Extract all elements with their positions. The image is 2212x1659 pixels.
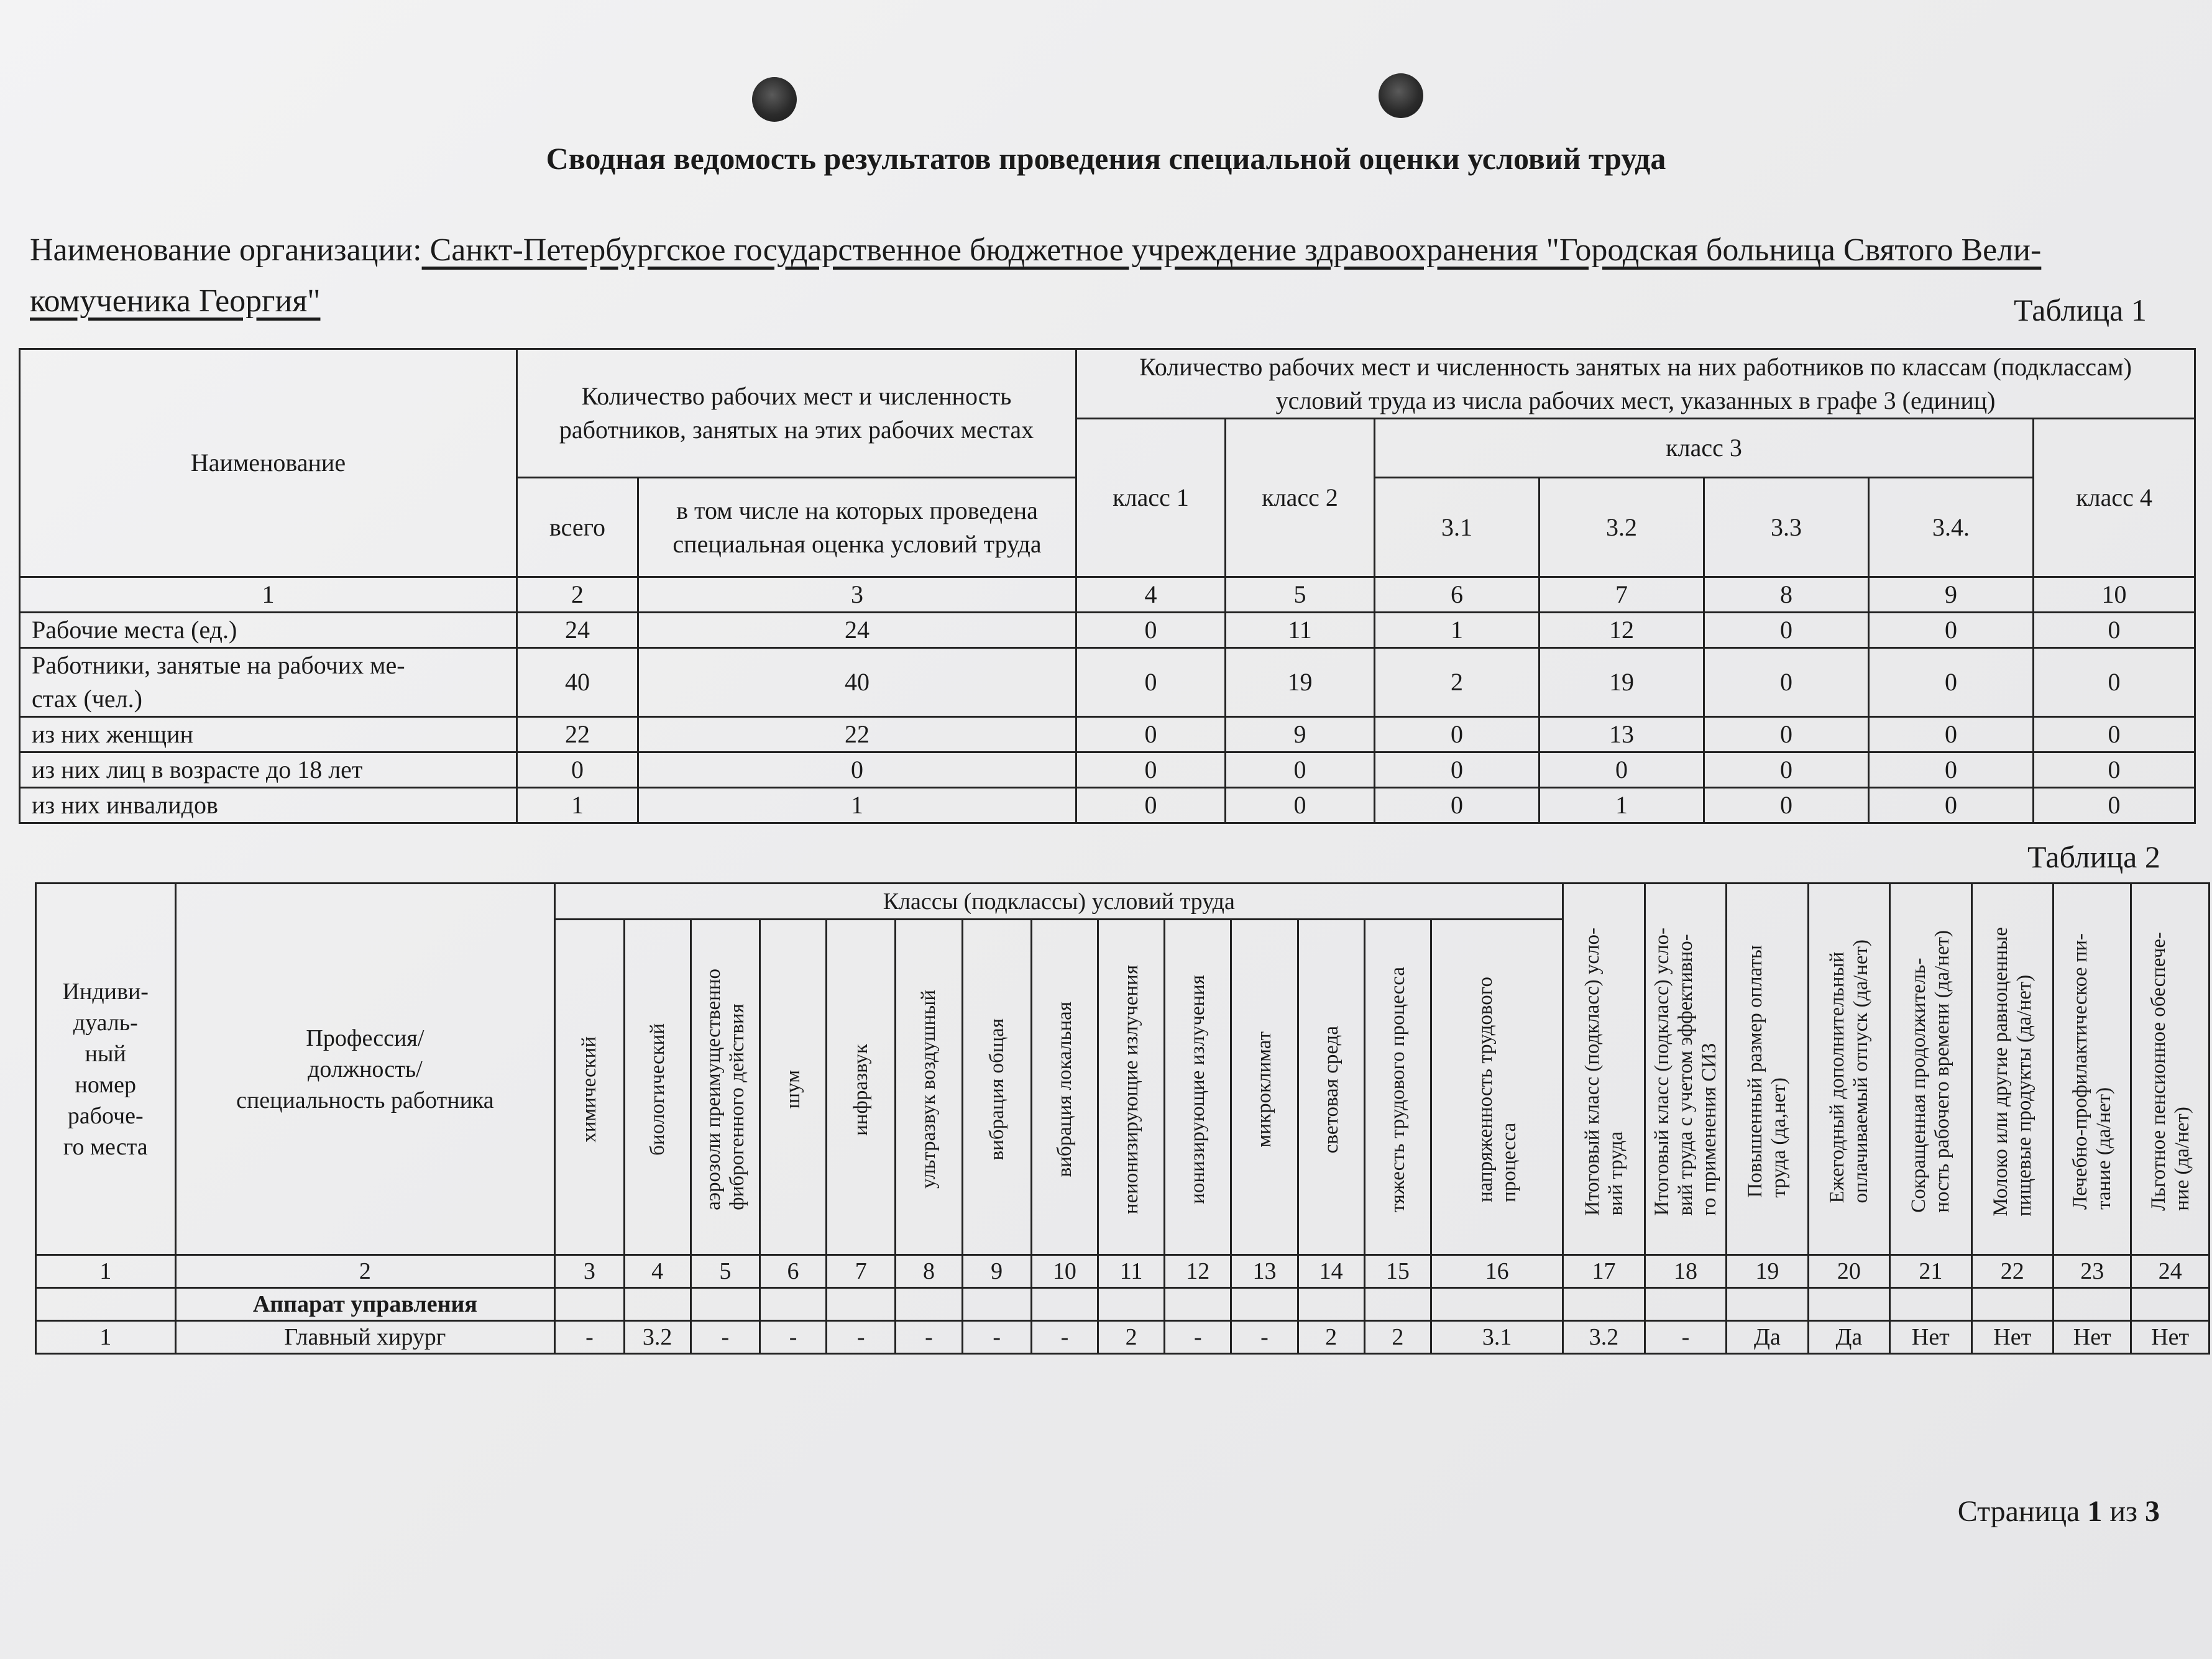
cell-value: 9 xyxy=(1226,717,1375,752)
cell-value: 0 xyxy=(1375,788,1540,823)
cell-value: 22 xyxy=(517,717,638,752)
cell-value: 0 xyxy=(2034,717,2195,752)
column-number: 5 xyxy=(691,1255,760,1288)
cell-value: 0 xyxy=(517,752,638,788)
factor-header: световая среда xyxy=(1298,920,1364,1255)
cell-value: 0 xyxy=(638,752,1076,788)
row-label: из них лиц в возрасте до 18 лет xyxy=(20,752,517,788)
table1-header-classes: Количество рабочих мест и численность занятых на них работников по классам (подклассам) условий труда из числа рабочих мест, указанных в графе 3 (единиц) xyxy=(1076,349,2195,419)
table1-header-3-4: 3.4. xyxy=(1869,478,2034,577)
column-number: 9 xyxy=(962,1255,1031,1288)
page-number: Страница 1 из 3 xyxy=(1957,1495,2160,1528)
column-number: 1 xyxy=(20,577,517,613)
cell-value: 0 xyxy=(2034,613,2195,648)
cell-value: - xyxy=(555,1321,624,1354)
cell-value: 0 xyxy=(1869,648,2034,717)
cell-value: 0 xyxy=(1076,752,1226,788)
organization-line xyxy=(30,225,2155,327)
cell-value: 0 xyxy=(2034,648,2195,717)
cell-value: - xyxy=(760,1321,826,1354)
factor-header: ионизирующие излучения xyxy=(1165,920,1231,1255)
summary-table xyxy=(19,348,2196,824)
column-number: 4 xyxy=(1076,577,1226,613)
cell-value: 2 xyxy=(1298,1321,1364,1354)
table1-header-name: Наименование xyxy=(20,349,517,577)
table1-header-total: всего xyxy=(517,478,638,577)
cell-value: 24 xyxy=(638,613,1076,648)
column-number: 19 xyxy=(1727,1255,1808,1288)
row-label: из них инвалидов xyxy=(20,788,517,823)
cell-value: - xyxy=(896,1321,962,1354)
table-row xyxy=(36,1321,2210,1354)
column-number: 24 xyxy=(2131,1255,2210,1288)
cell-value: Нет xyxy=(2054,1321,2131,1354)
column-number: 8 xyxy=(896,1255,962,1288)
column-number: 2 xyxy=(517,577,638,613)
column-number: 14 xyxy=(1298,1255,1364,1288)
factor-header: химический xyxy=(555,920,624,1255)
column-number: 7 xyxy=(1540,577,1704,613)
factor-header: вибрация локальная xyxy=(1031,920,1098,1255)
row-label: Рабочие места (ед.) xyxy=(20,613,517,648)
cell-value: 22 xyxy=(638,717,1076,752)
punch-hole xyxy=(752,77,797,122)
column-number: 23 xyxy=(2054,1255,2131,1288)
cell-value: - xyxy=(1165,1321,1231,1354)
column-number: 8 xyxy=(1704,577,1869,613)
table-row xyxy=(20,717,2195,752)
cell-value: 0 xyxy=(1226,788,1375,823)
cell-value: Нет xyxy=(1971,1321,2053,1354)
cell-value: 0 xyxy=(1869,788,2034,823)
column-number: 22 xyxy=(1971,1255,2053,1288)
factor-header: микроклимат xyxy=(1231,920,1298,1255)
table2-column-numbers xyxy=(36,1255,2210,1288)
column-number: 10 xyxy=(1031,1255,1098,1288)
column-number: 13 xyxy=(1231,1255,1298,1288)
punch-hole xyxy=(1379,73,1423,118)
factor-header: напряженность трудового процесса xyxy=(1431,920,1563,1255)
cell-value: 1 xyxy=(517,788,638,823)
column-number: 5 xyxy=(1226,577,1375,613)
cell-value: 0 xyxy=(1076,648,1226,717)
cell-value: 0 xyxy=(1869,752,2034,788)
table1-header-3-1: 3.1 xyxy=(1375,478,1540,577)
table1-header-3-2: 3.2 xyxy=(1540,478,1704,577)
cell-value: 12 xyxy=(1540,613,1704,648)
table1-header-3-3: 3.3 xyxy=(1704,478,1869,577)
cell-value: 0 xyxy=(1540,752,1704,788)
column-number: 12 xyxy=(1165,1255,1231,1288)
column-number: 3 xyxy=(555,1255,624,1288)
cell-value: - xyxy=(962,1321,1031,1354)
column-number: 7 xyxy=(827,1255,896,1288)
table2-header-extra: Повышенный размер оплаты труда (да,нет) xyxy=(1727,884,1808,1255)
table2-header-extra: Молоко или другие равноценные пищевые продукты (да/нет) xyxy=(1971,884,2053,1255)
cell-value: 0 xyxy=(1226,752,1375,788)
cell-value: 3.2 xyxy=(624,1321,691,1354)
organization-name-cont: комученика Георгия" xyxy=(30,283,321,319)
factor-header: инфразвук xyxy=(827,920,896,1255)
table2-header-extra: Итоговый класс (подкласс) усло- вий труда xyxy=(1563,884,1645,1255)
cell-value: - xyxy=(1645,1321,1726,1354)
cell-value: 0 xyxy=(1704,788,1869,823)
workplace-id: 1 xyxy=(36,1321,176,1354)
cell-value: - xyxy=(691,1321,760,1354)
column-number: 10 xyxy=(2034,577,2195,613)
document-title: Сводная ведомость результатов проведения специальной оценки условий труда xyxy=(546,141,1666,176)
cell-value: 3.1 xyxy=(1431,1321,1563,1354)
cell-value: 0 xyxy=(1704,717,1869,752)
column-number: 11 xyxy=(1098,1255,1164,1288)
cell-value: Да xyxy=(1808,1321,1889,1354)
cell-value: 0 xyxy=(1076,788,1226,823)
cell-value: 1 xyxy=(638,788,1076,823)
cell-value: 19 xyxy=(1226,648,1375,717)
cell-value: 0 xyxy=(1076,613,1226,648)
column-number: 18 xyxy=(1645,1255,1726,1288)
section-row xyxy=(36,1288,2210,1321)
cell-value: 3.2 xyxy=(1563,1321,1645,1354)
table-row xyxy=(20,613,2195,648)
column-number: 16 xyxy=(1431,1255,1563,1288)
table2-header-classes: Классы (подклассы) условий труда xyxy=(555,884,1563,920)
column-number: 21 xyxy=(1890,1255,1971,1288)
cell-value: - xyxy=(827,1321,896,1354)
table2-header-extra: Ежегодный дополнительный оплачиваемый отпуск (да/нет) xyxy=(1808,884,1889,1255)
section-title: Аппарат управления xyxy=(175,1288,555,1321)
table-row xyxy=(20,752,2195,788)
table2-header-extra: Сокращенная продолжитель- ность рабочего времени (да/нет) xyxy=(1890,884,1971,1255)
cell-value: 11 xyxy=(1226,613,1375,648)
organization-name: Санкт-Петербургское государственное бюджетное учреждение здравоохранения "Городская больница Святого Вели- xyxy=(421,232,2042,268)
table2-header-profession: Профессия/ должность/ специальность работника xyxy=(175,884,555,1255)
table1-header-class1: класс 1 xyxy=(1076,419,1226,577)
column-number: 4 xyxy=(624,1255,691,1288)
cell-value: 0 xyxy=(1704,752,1869,788)
table1-caption: Таблица 1 xyxy=(2014,293,2147,327)
cell-value: 0 xyxy=(1704,648,1869,717)
cell-value: 0 xyxy=(1375,752,1540,788)
cell-value: 2 xyxy=(1364,1321,1431,1354)
row-label: Работники, занятые на рабочих ме- стах (чел.) xyxy=(20,648,517,717)
table2-header-extra: Лечебно-профилактическое пи- тание (да/нет) xyxy=(2054,884,2131,1255)
cell-value: 0 xyxy=(1869,717,2034,752)
cell-value: 0 xyxy=(1076,717,1226,752)
column-number: 15 xyxy=(1364,1255,1431,1288)
cell-value: 2 xyxy=(1375,648,1540,717)
cell-value: 24 xyxy=(517,613,638,648)
column-number: 6 xyxy=(1375,577,1540,613)
table1-header-class3: класс 3 xyxy=(1375,419,2034,478)
cell-value: - xyxy=(1031,1321,1098,1354)
cell-value: Нет xyxy=(1890,1321,1971,1354)
cell-value: Да xyxy=(1727,1321,1808,1354)
factor-header: неионизирующие излучения xyxy=(1098,920,1164,1255)
table2-caption: Таблица 2 xyxy=(2027,839,2160,874)
table-row xyxy=(20,788,2195,823)
workplace-table xyxy=(35,882,2210,1355)
column-number: 1 xyxy=(36,1255,176,1288)
table2-header-extra: Итоговый класс (подкласс) усло- вий труда с учетом эффективно- го применения СИЗ xyxy=(1645,884,1726,1255)
table1-header-count: Количество рабочих мест и численность работников, занятых на этих рабочих местах xyxy=(517,349,1076,478)
column-number: 20 xyxy=(1808,1255,1889,1288)
cell-value: - xyxy=(1231,1321,1298,1354)
table-row xyxy=(20,648,2195,717)
cell-value: 13 xyxy=(1540,717,1704,752)
cell-value: 0 xyxy=(1375,717,1540,752)
cell-value: 0 xyxy=(2034,752,2195,788)
factor-header: биологический xyxy=(624,920,691,1255)
column-number: 9 xyxy=(1869,577,2034,613)
cell-value: 40 xyxy=(517,648,638,717)
column-number: 3 xyxy=(638,577,1076,613)
table2-header-extra: Льготное пенсионное обеспече- ние (да/нет) xyxy=(2131,884,2210,1255)
cell-value: 1 xyxy=(1540,788,1704,823)
cell-value: 19 xyxy=(1540,648,1704,717)
factor-header: тяжесть трудового процесса xyxy=(1364,920,1431,1255)
factor-header: ультразвук воздушный xyxy=(896,920,962,1255)
cell-value: Нет xyxy=(2131,1321,2210,1354)
cell-value: 0 xyxy=(1869,613,2034,648)
table1-header-class2: класс 2 xyxy=(1226,419,1375,577)
factor-header: вибрация общая xyxy=(962,920,1031,1255)
cell-value: 1 xyxy=(1375,613,1540,648)
table1-column-numbers xyxy=(20,577,2195,613)
cell-value: 0 xyxy=(2034,788,2195,823)
organization-label: Наименование организации: xyxy=(30,232,422,268)
column-number: 2 xyxy=(175,1255,555,1288)
table1-header-assessed: в том числе на которых проведена специальная оценка условий труда xyxy=(638,478,1076,577)
row-label: из них женщин xyxy=(20,717,517,752)
cell-value: 0 xyxy=(1704,613,1869,648)
table2-header-id: Индиви- дуаль- ный номер рабоче- го места xyxy=(36,884,176,1255)
factor-header: шум xyxy=(760,920,826,1255)
column-number: 6 xyxy=(760,1255,826,1288)
workplace-profession: Главный хирург xyxy=(175,1321,555,1354)
cell-value: 40 xyxy=(638,648,1076,717)
table1-header-class4: класс 4 xyxy=(2034,419,2195,577)
column-number: 17 xyxy=(1563,1255,1645,1288)
cell-value: 2 xyxy=(1098,1321,1164,1354)
factor-header: аэрозоли преимущественно фиброгенного действия xyxy=(691,920,760,1255)
